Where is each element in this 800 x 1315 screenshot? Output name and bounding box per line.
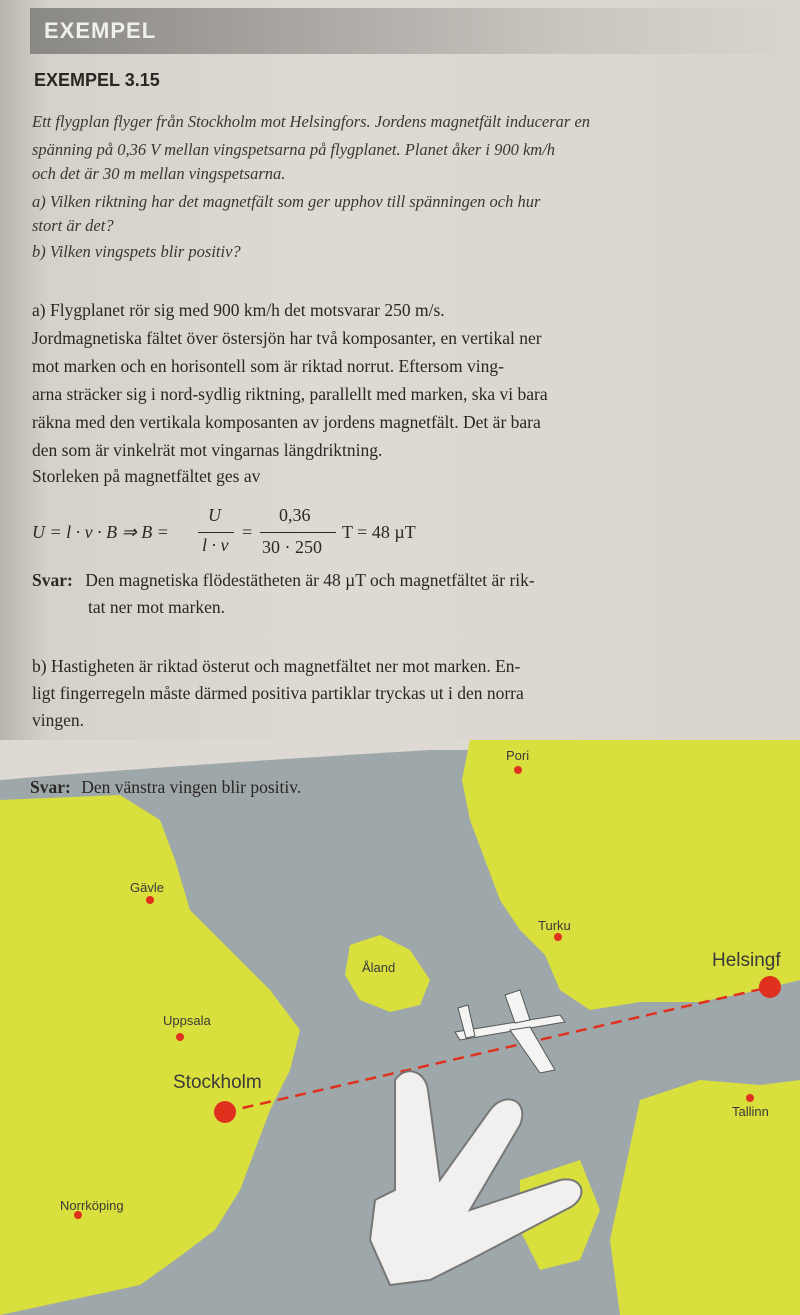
frac1-line	[198, 532, 234, 533]
svar-label: Svar:	[30, 777, 71, 797]
svar-a-line2: tat ner mot marken.	[88, 597, 226, 617]
pori-dot	[514, 766, 522, 774]
city-label-gavle: Gävle	[130, 880, 164, 895]
frac2-denominator: 30 · 250	[262, 537, 322, 557]
solution-a-line: Storleken på magnetfältet ges av	[32, 466, 261, 486]
question-a: a) Vilken riktning har det magnetfält som ger upphov till spänningen och hur	[32, 192, 541, 211]
frac1-denominator: l · v	[202, 535, 229, 555]
banner-label: EXEMPEL	[44, 18, 157, 43]
gavle-dot	[146, 896, 154, 904]
solution-a-line: den som är vinkelrät mot vingarnas längdriktning.	[32, 440, 383, 460]
solution-a-line: Jordmagnetiska fältet över östersjön har två komposanter, en vertikal ner	[32, 328, 542, 348]
city-label-pori: Pori	[506, 748, 530, 763]
example-title: EXEMPEL 3.15	[34, 70, 160, 90]
svar-a-text: Den magnetiska flödestätheten är 48 µT och magnetfältet är rik-	[85, 570, 535, 590]
problem-line: Ett flygplan flyger från Stockholm mot Helsingfors. Jordens magnetfält inducerar en	[32, 112, 591, 131]
city-label-uppsala: Uppsala	[163, 1013, 211, 1028]
city-label-aland: Åland	[362, 960, 396, 975]
problem-line: spänning på 0,36 V mellan vingspetsarna på flygplanet. Planet åker i 900 km/h	[32, 140, 556, 159]
solution-a-line: räkna med den vertikala komposanten av jordens magnetfält. Det är bara	[32, 412, 541, 432]
uppsala-dot	[176, 1033, 184, 1041]
city-label-stockholm: Stockholm	[173, 1072, 262, 1093]
baltic-map	[0, 740, 800, 1315]
svar-b-text: Den vänstra vingen blir positiv.	[81, 777, 302, 797]
stockholm-dot	[214, 1101, 236, 1123]
formula-lhs: U = l · v · B ⇒ B =	[32, 522, 169, 542]
tallinn-dot	[746, 1094, 754, 1102]
land-estonia	[610, 1080, 800, 1315]
svar-label: Svar:	[32, 570, 73, 590]
city-label-helsingfors: Helsingf	[712, 950, 781, 971]
question-b: b) Vilken vingspets blir positiv?	[32, 242, 241, 261]
question-a-cont: stort är det?	[32, 216, 114, 235]
map-graphic	[0, 740, 800, 1315]
formula-equals: =	[242, 522, 253, 542]
example-banner	[30, 8, 800, 54]
frac1-numerator: U	[208, 505, 221, 525]
frac2-numerator: 0,36	[279, 505, 311, 525]
solution-a-line: mot marken och en horisontell som är riktad norrut. Eftersom ving-	[32, 356, 504, 376]
formula	[32, 505, 732, 565]
solution-b-line: b) Hastigheten är riktad österut och magnetfältet ner mot marken. En-	[32, 656, 521, 676]
city-label-turku: Turku	[538, 918, 571, 933]
turku-dot	[554, 933, 562, 941]
problem-line: och det är 30 m mellan vingspetsarna.	[32, 164, 286, 183]
helsingfors-dot	[759, 976, 781, 998]
solution-a-line: a) Flygplanet rör sig med 900 km/h det motsvarar 250 m/s.	[32, 300, 445, 320]
svar-a-line1	[32, 570, 535, 591]
frac2-line	[260, 532, 336, 533]
formula-rhs: T = 48 µT	[342, 522, 416, 542]
city-label-tallinn: Tallinn	[732, 1104, 769, 1119]
city-label-norrkoping: Norrköping	[60, 1198, 124, 1213]
solution-b-line: vingen.	[32, 710, 85, 730]
solution-a-line: arna sträcker sig i nord-sydlig riktning, parallellt med marken, ska vi bara	[32, 384, 548, 404]
solution-b-line: ligt fingerregeln måste därmed positiva partiklar tryckas ut i den norra	[32, 683, 524, 703]
svar-b	[30, 777, 301, 798]
